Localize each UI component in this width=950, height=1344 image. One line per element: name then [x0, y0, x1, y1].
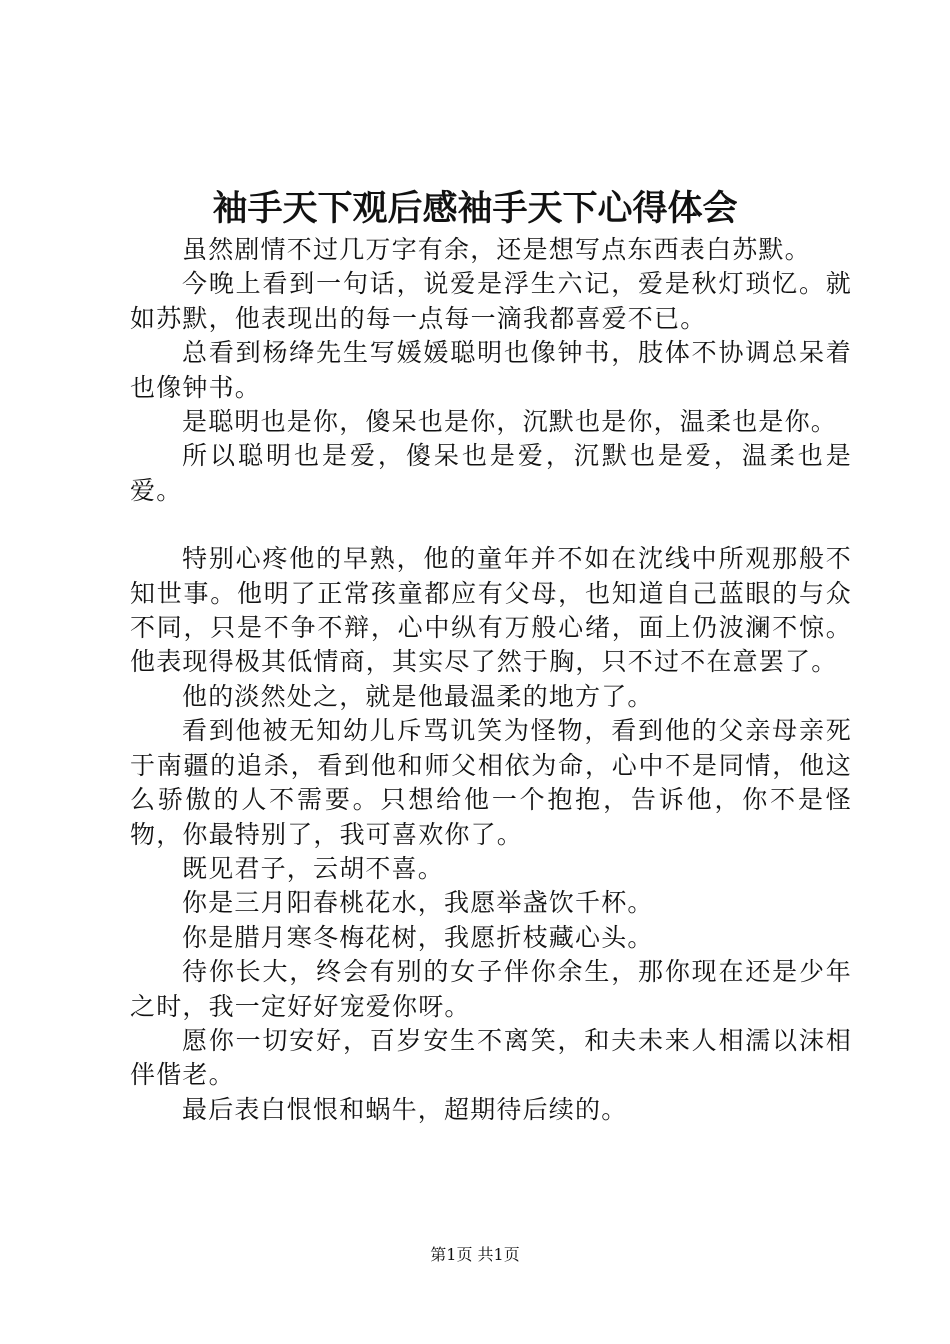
document-body: [130, 233, 852, 1127]
paragraph: 你是腊月寒冬梅花树，我愿折枝藏心头。: [182, 922, 654, 952]
paragraph: 今晚上看到一句话，说爱是浮生六记，爱是秋灯琐忆。就如苏默，他表现出的每一点每一滴我都喜爱不已。: [130, 269, 852, 333]
document-title: 袖手天下观后感袖手天下心得体会: [212, 189, 738, 229]
paragraph: 特别心疼他的早熟，他的童年并不如在沈线中所观那般不知世事。他明了正常孩童都应有父母，也知道自己蓝眼的与众不同，只是不争不辩，心中纵有万般心绪，面上仍波澜不惊。他表现得极其低情商，其实尽了然于胸，只不过不在意罢了。: [130, 544, 852, 677]
paragraph: 虽然剧情不过几万字有余，还是想写点东西表白苏默。: [182, 235, 811, 264]
paragraph: 既见君子，云胡不喜。: [182, 853, 445, 883]
paragraph: 所以聪明也是爱，傻呆也是爱，沉默也是爱，温柔也是爱。: [130, 441, 852, 505]
paragraph: 他的淡然处之，就是他最温柔的地方了。: [182, 681, 654, 711]
paragraph: 待你长大，终会有别的女子伴你余生，那你现在还是少年之时，我一定好好宠爱你呀。: [130, 957, 852, 1021]
paragraph: 最后表白恨恨和蜗牛，超期待后续的。: [182, 1094, 628, 1124]
paragraph: 愿你一切安好，百岁安生不离笑，和夫未来人相濡以沫相伴偕老。: [130, 1025, 852, 1090]
paragraph-gap: [130, 508, 852, 542]
paragraph: 是聪明也是你，傻呆也是你，沉默也是你，温柔也是你。: [182, 407, 838, 437]
page-footer: 第1页 共1页: [430, 1245, 520, 1264]
paragraph: 你是三月阳春桃花水，我愿举盏饮千杯。: [182, 888, 654, 918]
paragraph: 总看到杨绛先生写媛媛聪明也像钟书，肢体不协调总呆着也像钟书。: [130, 338, 852, 402]
paragraph: 看到他被无知幼儿斥骂讥笑为怪物，看到他的父亲母亲死于南疆的追杀，看到他和师父相依为命，心中不是同情，他这么骄傲的人不需要。只想给他一个抱抱，告诉他，你不是怪物，你最特别了，我可喜欢你了。: [130, 716, 852, 849]
